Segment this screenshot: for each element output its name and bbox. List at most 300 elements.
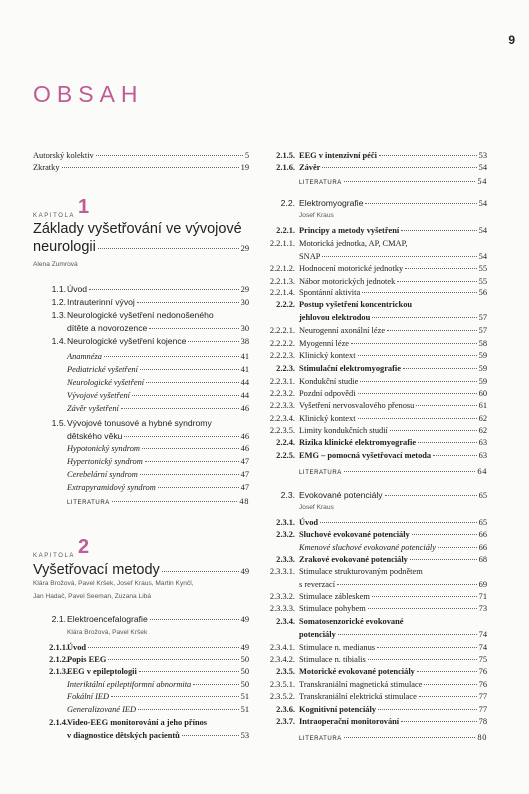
toc-entry[interactable] bbox=[67, 404, 249, 413]
leader-dots bbox=[124, 436, 238, 437]
toc-entry[interactable] bbox=[299, 426, 487, 435]
toc-entry[interactable] bbox=[67, 731, 249, 740]
toc-entry-page: 76 bbox=[478, 667, 487, 676]
leader-dots bbox=[89, 289, 239, 290]
section-author: Josef Kraus bbox=[299, 504, 334, 511]
toc-entry-number: 2.1.4. bbox=[49, 718, 68, 727]
leader-dots bbox=[344, 181, 476, 182]
leader-dots bbox=[344, 471, 476, 472]
toc-entry-page: 41 bbox=[240, 365, 249, 374]
toc-entry-label: EEG v intenzivní péči bbox=[299, 151, 377, 160]
toc-entry[interactable] bbox=[67, 680, 249, 689]
toc-entry[interactable] bbox=[299, 364, 487, 373]
toc-entry[interactable] bbox=[299, 277, 487, 286]
toc-entry-label: Popis EEG bbox=[67, 655, 107, 664]
toc-entry[interactable] bbox=[33, 151, 249, 160]
toc-entry-number: 2.2.1.3. bbox=[269, 277, 295, 286]
toc-entry-page: 54 bbox=[478, 252, 487, 261]
toc-entry-label: Klinický kontext bbox=[299, 414, 356, 423]
toc-entry-label: Vývojové vyšetření bbox=[67, 391, 131, 400]
leader-dots bbox=[358, 418, 477, 419]
toc-entry-label: EMG – pomocná vyšetřovací metoda bbox=[299, 451, 432, 460]
leader-dots bbox=[401, 721, 477, 722]
leader-dots bbox=[362, 292, 476, 293]
toc-entry[interactable] bbox=[67, 692, 249, 701]
toc-entry[interactable] bbox=[299, 630, 487, 639]
toc-entry-number: 2.1. bbox=[51, 614, 66, 624]
toc-entry-page: 74 bbox=[478, 643, 487, 652]
toc-entry[interactable] bbox=[67, 352, 249, 361]
toc-entry[interactable] bbox=[299, 226, 487, 235]
toc-entry[interactable] bbox=[67, 643, 249, 652]
toc-entry[interactable] bbox=[299, 264, 487, 273]
toc-entry[interactable] bbox=[299, 667, 487, 676]
toc-entry-number: 2.2.2.2. bbox=[269, 339, 295, 348]
toc-entry[interactable] bbox=[299, 543, 487, 552]
leader-dots bbox=[137, 302, 239, 303]
toc-entry[interactable] bbox=[67, 705, 249, 714]
toc-entry-label: Neurologické vyšetření kojence bbox=[67, 336, 187, 346]
toc-entry-page: 29 bbox=[240, 244, 249, 253]
toc-entry[interactable] bbox=[299, 288, 487, 297]
chapter-1-author: Alena Zumrová bbox=[33, 261, 78, 268]
toc-entry-label: Zrakové evokované potenciály bbox=[299, 555, 408, 564]
toc-entry-number: 2.2.1.4. bbox=[269, 288, 295, 297]
literatura-label: LITERATURA bbox=[299, 180, 342, 186]
toc-entry-page: 44 bbox=[240, 378, 249, 387]
toc-entry-label: Intrauterinní vývoj bbox=[67, 297, 135, 307]
leader-dots bbox=[385, 495, 477, 496]
toc-entry[interactable] bbox=[299, 451, 487, 460]
toc-entry-number: 2.3.4.1. bbox=[269, 643, 295, 652]
toc-entry[interactable] bbox=[299, 717, 487, 726]
toc-entry-label: Kognitivní potenciály bbox=[299, 705, 377, 714]
chapter-1-title-entry[interactable] bbox=[33, 239, 249, 255]
leader-dots bbox=[320, 522, 477, 523]
toc-entry-number: 2.3.3.2. bbox=[269, 592, 295, 601]
toc-entry-page: 46 bbox=[240, 432, 249, 441]
toc-entry-page: 47 bbox=[240, 457, 249, 466]
toc-entry[interactable] bbox=[67, 457, 249, 466]
toc-entry-page: 55 bbox=[478, 264, 487, 273]
leader-dots bbox=[378, 709, 477, 710]
leader-dots bbox=[377, 647, 477, 648]
toc-entry-label: jehlovou elektrodou bbox=[299, 313, 371, 322]
literatura-label: LITERATURA bbox=[299, 736, 342, 742]
leader-dots bbox=[405, 268, 476, 269]
toc-entry-number: 2.2.3.5. bbox=[269, 426, 295, 435]
leader-dots bbox=[351, 343, 477, 344]
toc-entry-number: 2.2.5. bbox=[276, 451, 295, 460]
toc-entry-page: 65 bbox=[478, 491, 487, 500]
leader-dots bbox=[438, 547, 477, 548]
leader-dots bbox=[424, 684, 476, 685]
leader-dots bbox=[158, 487, 239, 488]
toc-entry-page: 63 bbox=[478, 438, 487, 447]
toc-entry-number: 2.2.1.2. bbox=[269, 264, 295, 273]
toc-entry[interactable] bbox=[299, 163, 487, 172]
toc-entry[interactable] bbox=[67, 378, 249, 387]
literatura-entry[interactable] bbox=[299, 467, 487, 476]
chapter-label: KAPITOLA bbox=[33, 213, 76, 219]
toc-entry-page: 56 bbox=[478, 288, 487, 297]
toc-entry-number: 2.3.4. bbox=[276, 617, 295, 626]
toc-entry[interactable] bbox=[299, 518, 487, 527]
literatura-entry[interactable] bbox=[67, 497, 249, 506]
leader-dots bbox=[412, 534, 477, 535]
chapter-number: 2 bbox=[78, 536, 90, 558]
toc-entry[interactable] bbox=[299, 401, 487, 410]
toc-entry-page: 57 bbox=[478, 313, 487, 322]
toc-entry-label: potenciály bbox=[299, 630, 336, 639]
toc-entry-label: Kondukční studie bbox=[299, 377, 359, 386]
literatura-label: LITERATURA bbox=[299, 470, 342, 476]
toc-entry-page: 68 bbox=[478, 555, 487, 564]
leader-dots bbox=[322, 256, 476, 257]
toc-entry-page: 41 bbox=[240, 352, 249, 361]
toc-entry-page: 57 bbox=[478, 326, 487, 335]
toc-entry-number: 2.2.1. bbox=[276, 226, 295, 235]
leader-dots bbox=[111, 696, 239, 697]
leader-dots bbox=[337, 584, 477, 585]
toc-entry-page: 76 bbox=[478, 680, 487, 689]
toc-entry-page: 59 bbox=[478, 377, 487, 386]
toc-entry-number: 2.2.3.3. bbox=[269, 401, 295, 410]
toc-entry-number: 2.3.5.1. bbox=[269, 680, 295, 689]
toc-entry-label: Limity kondukčních studií bbox=[299, 426, 388, 435]
toc-entry-page: 51 bbox=[240, 705, 249, 714]
toc-entry-page: 49 bbox=[240, 567, 249, 576]
leader-dots bbox=[416, 405, 476, 406]
toc-entry[interactable] bbox=[299, 351, 487, 360]
toc-entry-label: Pozdní odpovědi bbox=[299, 389, 356, 398]
toc-entry-page: 63 bbox=[478, 451, 487, 460]
toc-entry-label: Úvod bbox=[67, 284, 88, 294]
toc-entry-label: Evokované potenciály bbox=[299, 490, 383, 500]
leader-dots bbox=[104, 356, 239, 357]
leader-dots bbox=[121, 408, 239, 409]
toc-entry-label: Hypotonický syndrom bbox=[67, 444, 140, 453]
toc-entry-page: 54 bbox=[478, 199, 487, 208]
leader-dots bbox=[140, 369, 239, 370]
toc-entry-number: 1.4. bbox=[51, 336, 66, 346]
toc-entry-page: 58 bbox=[478, 339, 487, 348]
toc-entry[interactable] bbox=[299, 414, 487, 423]
toc-entry-number: 2.3.3.3. bbox=[269, 604, 295, 613]
leader-dots bbox=[387, 330, 477, 331]
toc-entry-page: 50 bbox=[240, 655, 249, 664]
toc-entry-number: 1.1. bbox=[51, 284, 66, 294]
toc-entry[interactable] bbox=[299, 555, 487, 564]
leader-dots bbox=[417, 671, 477, 672]
toc-entry-label: Nábor motorických jednotek bbox=[299, 277, 396, 286]
toc-entry-label: Stimulace pohybem bbox=[299, 604, 366, 613]
leader-dots bbox=[401, 230, 476, 231]
toc-entry[interactable] bbox=[299, 490, 487, 500]
page-number: 9 bbox=[508, 33, 515, 47]
chapter-1-title-line2: neurologii bbox=[33, 239, 96, 255]
toc-entry-label: Transkraniální magnetická stimulace bbox=[299, 680, 423, 689]
toc-entry-page: 49 bbox=[240, 615, 249, 624]
toc-entry[interactable] bbox=[299, 655, 487, 664]
toc-entry-number: 2.2.3.4. bbox=[269, 414, 295, 423]
toc-entry-label: Neurologické vyšetření bbox=[67, 378, 145, 387]
toc-entry[interactable] bbox=[67, 614, 249, 624]
toc-entry-label: Úvod bbox=[299, 518, 319, 527]
section-author: Josef Kraus bbox=[299, 212, 334, 219]
toc-entry[interactable] bbox=[299, 643, 487, 652]
leader-dots bbox=[390, 430, 477, 431]
leader-dots bbox=[193, 684, 238, 685]
toc-entry-page: 47 bbox=[240, 470, 249, 479]
toc-entry-label: Motorická jednotka, AP, CMAP, bbox=[299, 239, 408, 248]
chapter-1-header bbox=[33, 196, 89, 219]
toc-entry-number: 2.1.3. bbox=[49, 667, 68, 676]
toc-entry[interactable] bbox=[67, 336, 249, 346]
toc-entry-label: Interiktální epileptiformní abnormita bbox=[67, 680, 192, 689]
leader-dots bbox=[149, 328, 238, 329]
toc-entry-label: Hodnocení motorické jednotky bbox=[299, 264, 404, 273]
toc-entry-page: 44 bbox=[240, 391, 249, 400]
toc-entry-number: 2.1.6. bbox=[276, 163, 295, 172]
toc-entry[interactable] bbox=[299, 252, 487, 261]
toc-entry[interactable] bbox=[67, 655, 249, 664]
leader-dots bbox=[358, 393, 477, 394]
leader-dots bbox=[344, 737, 476, 738]
toc-entry-page: 74 bbox=[478, 630, 487, 639]
toc-entry-label: Úvod bbox=[67, 643, 87, 652]
leader-dots bbox=[182, 735, 239, 736]
toc-entry-page: 30 bbox=[240, 324, 249, 333]
toc-entry-label: Principy a metody vyšetření bbox=[299, 226, 400, 235]
toc-entry[interactable] bbox=[67, 483, 249, 492]
toc-entry-page: 55 bbox=[478, 277, 487, 286]
toc-entry-label: Somatosenzorické evokované bbox=[299, 617, 404, 626]
toc-entry-page: 50 bbox=[240, 680, 249, 689]
toc-entry-label: dítěte a novorozence bbox=[67, 323, 148, 333]
toc-entry[interactable] bbox=[299, 438, 487, 447]
leader-dots bbox=[403, 368, 477, 369]
literatura-entry[interactable] bbox=[299, 733, 487, 742]
toc-entry[interactable] bbox=[67, 284, 249, 294]
leader-dots bbox=[368, 659, 477, 660]
toc-entry-label: Generalizované IED bbox=[67, 705, 137, 714]
leader-dots bbox=[365, 203, 476, 204]
toc-entry-page: 62 bbox=[478, 426, 487, 435]
toc-entry-label: Stimulace strukturovaným podnětem bbox=[299, 567, 423, 576]
toc-entry-page: 54 bbox=[478, 226, 487, 235]
toc-entry-label: Elektroencefalografie bbox=[67, 614, 148, 624]
toc-entry[interactable] bbox=[299, 530, 487, 539]
toc-entry-page: 65 bbox=[478, 518, 487, 527]
toc-entry-number: 2.3. bbox=[280, 490, 295, 500]
leader-dots bbox=[338, 634, 477, 635]
toc-entry[interactable] bbox=[299, 313, 487, 322]
toc-entry-number: 2.3.4.2. bbox=[269, 655, 295, 664]
toc-entry[interactable] bbox=[67, 365, 249, 374]
toc-entry-page: 38 bbox=[240, 337, 249, 346]
chapter-2-title-entry[interactable] bbox=[33, 562, 249, 578]
toc-entry-page: 46 bbox=[240, 404, 249, 413]
toc-entry-label: Vývojové tonusové a hybné syndromy bbox=[67, 418, 212, 428]
toc-entry-label: Neurologické vyšetření nedonošeného bbox=[67, 310, 214, 320]
toc-entry-label: Anamnéza bbox=[67, 352, 102, 361]
toc-entry-number: 2.3.1. bbox=[276, 518, 295, 527]
literatura-entry[interactable] bbox=[299, 177, 487, 186]
toc-entry-number: 2.1.2. bbox=[49, 655, 68, 664]
toc-entry-number: 2.3.3. bbox=[276, 555, 295, 564]
toc-entry[interactable] bbox=[299, 580, 487, 589]
leader-dots bbox=[372, 317, 476, 318]
toc-entry-label: Vyšetření nervosvalového přenosu bbox=[299, 401, 415, 410]
toc-entry[interactable] bbox=[299, 389, 487, 398]
toc-entry-label: SNAP bbox=[299, 252, 321, 261]
toc-entry-page: 75 bbox=[478, 655, 487, 664]
toc-entry-number: 2.2.4. bbox=[276, 438, 295, 447]
toc-entry-label: Motorické evokované potenciály bbox=[299, 667, 415, 676]
toc-entry-label: dětského věku bbox=[67, 431, 123, 441]
chapter-2-header bbox=[33, 536, 89, 559]
leader-dots bbox=[358, 355, 477, 356]
toc-entry-label: Autorský kolektiv bbox=[33, 151, 94, 160]
toc-entry-number: 2.3.3.1. bbox=[269, 567, 295, 576]
toc-entry-label: Hypertonický syndrom bbox=[67, 457, 143, 466]
toc-entry-label: EEG v epileptologii bbox=[67, 667, 137, 676]
section-author: Klára Brožová, Pavel Kršek bbox=[67, 629, 148, 636]
chapter-2-title: Vyšetřovací metody bbox=[33, 562, 160, 578]
chapter-2-authors-line2: Jan Hadač, Pavel Seeman, Zuzana Libá bbox=[33, 593, 152, 600]
toc-entry-number: 2.1.5. bbox=[276, 151, 295, 160]
toc-entry-label: Zkratky bbox=[33, 163, 60, 172]
toc-entry[interactable] bbox=[299, 198, 487, 208]
toc-entry-label: Stimulace n. tibialis bbox=[299, 655, 366, 664]
toc-entry-number: 1.2. bbox=[51, 297, 66, 307]
leader-dots bbox=[322, 167, 476, 168]
toc-entry-page: 59 bbox=[478, 351, 487, 360]
leader-dots bbox=[112, 501, 238, 502]
toc-entry-page: 51 bbox=[240, 692, 249, 701]
chapter-number: 1 bbox=[78, 196, 90, 218]
toc-entry-number: 1.3. bbox=[51, 310, 66, 320]
toc-entry-label: Elektromyografie bbox=[299, 198, 364, 208]
toc-entry[interactable] bbox=[299, 151, 487, 160]
leader-dots bbox=[139, 671, 239, 672]
chapter-2-authors-line1: Klára Brožová, Pavel Kršek, Josef Kraus, Martin Kynčl, bbox=[33, 580, 194, 587]
toc-entry[interactable] bbox=[67, 323, 249, 333]
toc-entry-number: 2.2.2.1. bbox=[269, 326, 295, 335]
toc-entry-page: 46 bbox=[240, 444, 249, 453]
toc-entry[interactable] bbox=[33, 163, 249, 172]
toc-entry[interactable] bbox=[299, 377, 487, 386]
leader-dots bbox=[379, 155, 477, 156]
toc-entry[interactable] bbox=[67, 444, 249, 453]
leader-dots bbox=[145, 461, 239, 462]
toc-entry-label: v diagnostice dětských pacientů bbox=[67, 731, 180, 740]
leader-dots bbox=[140, 474, 239, 475]
toc-entry-page: 71 bbox=[478, 592, 487, 601]
toc-entry-label: Kmenové sluchové evokované potenciály bbox=[299, 543, 436, 552]
toc-entry-page: 54 bbox=[478, 163, 487, 172]
toc-entry-label: Klinický kontext bbox=[299, 351, 356, 360]
toc-entry-page: 50 bbox=[240, 667, 249, 676]
toc-entry-page: 19 bbox=[240, 163, 249, 172]
toc-entry-page: 78 bbox=[478, 717, 487, 726]
toc-entry[interactable] bbox=[299, 680, 487, 689]
toc-entry-label: Stimulace n. medianus bbox=[299, 643, 376, 652]
toc-entry-page: 61 bbox=[478, 401, 487, 410]
leader-dots bbox=[150, 619, 239, 620]
leader-dots bbox=[419, 696, 477, 697]
toc-entry-number: 2.3.5.2. bbox=[269, 692, 295, 701]
toc-entry-page: 66 bbox=[478, 530, 487, 539]
toc-entry-page: 30 bbox=[240, 298, 249, 307]
toc-entry[interactable] bbox=[67, 297, 249, 307]
toc-entry-label: Extrapyramidový syndrom bbox=[67, 483, 156, 492]
page-title: OBSAH bbox=[33, 81, 144, 107]
toc-entry-page: 5 bbox=[244, 151, 249, 160]
toc-entry[interactable] bbox=[299, 592, 487, 601]
toc-entry-number: 2.2.3. bbox=[276, 364, 295, 373]
leader-dots bbox=[433, 455, 477, 456]
toc-entry-number: 2.2.1.1. bbox=[269, 239, 295, 248]
toc-entry[interactable] bbox=[299, 692, 487, 701]
toc-entry[interactable] bbox=[67, 470, 249, 479]
toc-entry[interactable] bbox=[299, 604, 487, 613]
toc-entry-page: 60 bbox=[478, 389, 487, 398]
toc-entry-page: 48 bbox=[239, 497, 249, 506]
toc-entry[interactable] bbox=[67, 667, 249, 676]
toc-entry-label: Rizika klinické elektromyografie bbox=[299, 438, 417, 447]
toc-entry-label: Myogenní léze bbox=[299, 339, 350, 348]
leader-dots bbox=[188, 341, 238, 342]
toc-entry-label: Video-EEG monitorování a jeho přínos bbox=[67, 718, 208, 727]
toc-entry-label: Cerebelární syndrom bbox=[67, 470, 138, 479]
toc-entry-label: Neurogenní axonální léze bbox=[299, 326, 386, 335]
chapter-label: KAPITOLA bbox=[33, 553, 76, 559]
literatura-label: LITERATURA bbox=[67, 500, 110, 506]
toc-entry-number: 2.3.7. bbox=[276, 717, 295, 726]
toc-entry-number: 2.3.2. bbox=[276, 530, 295, 539]
toc-entry[interactable] bbox=[299, 705, 487, 714]
toc-entry[interactable] bbox=[67, 391, 249, 400]
toc-entry-label: Transkraniální elektrická stimulace bbox=[299, 692, 417, 701]
toc-entry[interactable] bbox=[67, 431, 249, 441]
toc-entry-number: 2.3.6. bbox=[276, 705, 295, 714]
chapter-1-title-line1: Základy vyšetřování ve vývojové bbox=[33, 221, 242, 237]
toc-entry[interactable] bbox=[299, 339, 487, 348]
toc-entry-page: 66 bbox=[478, 543, 487, 552]
toc-entry-page: 49 bbox=[240, 643, 249, 652]
toc-entry-label: Sluchové evokované potenciály bbox=[299, 530, 410, 539]
toc-entry-label: s reverzací bbox=[299, 580, 336, 589]
leader-dots bbox=[138, 709, 239, 710]
toc-entry-page: 80 bbox=[477, 733, 487, 742]
toc-entry-number: 2.2.2. bbox=[276, 300, 295, 309]
leader-dots bbox=[372, 596, 477, 597]
toc-entry-label: Závěr bbox=[299, 163, 321, 172]
toc-entry-page: 64 bbox=[477, 467, 487, 476]
toc-entry-number: 2.2.2.3. bbox=[269, 351, 295, 360]
toc-entry-page: 77 bbox=[478, 705, 487, 714]
toc-entry-page: 77 bbox=[478, 692, 487, 701]
toc-entry-page: 59 bbox=[478, 364, 487, 373]
toc-entry-label: Pediatrické vyšetření bbox=[67, 365, 138, 374]
leader-dots bbox=[418, 442, 477, 443]
leader-dots bbox=[368, 608, 477, 609]
toc-entry-page: 47 bbox=[240, 483, 249, 492]
toc-entry[interactable] bbox=[299, 326, 487, 335]
toc-entry-number: 2.3.5. bbox=[276, 667, 295, 676]
